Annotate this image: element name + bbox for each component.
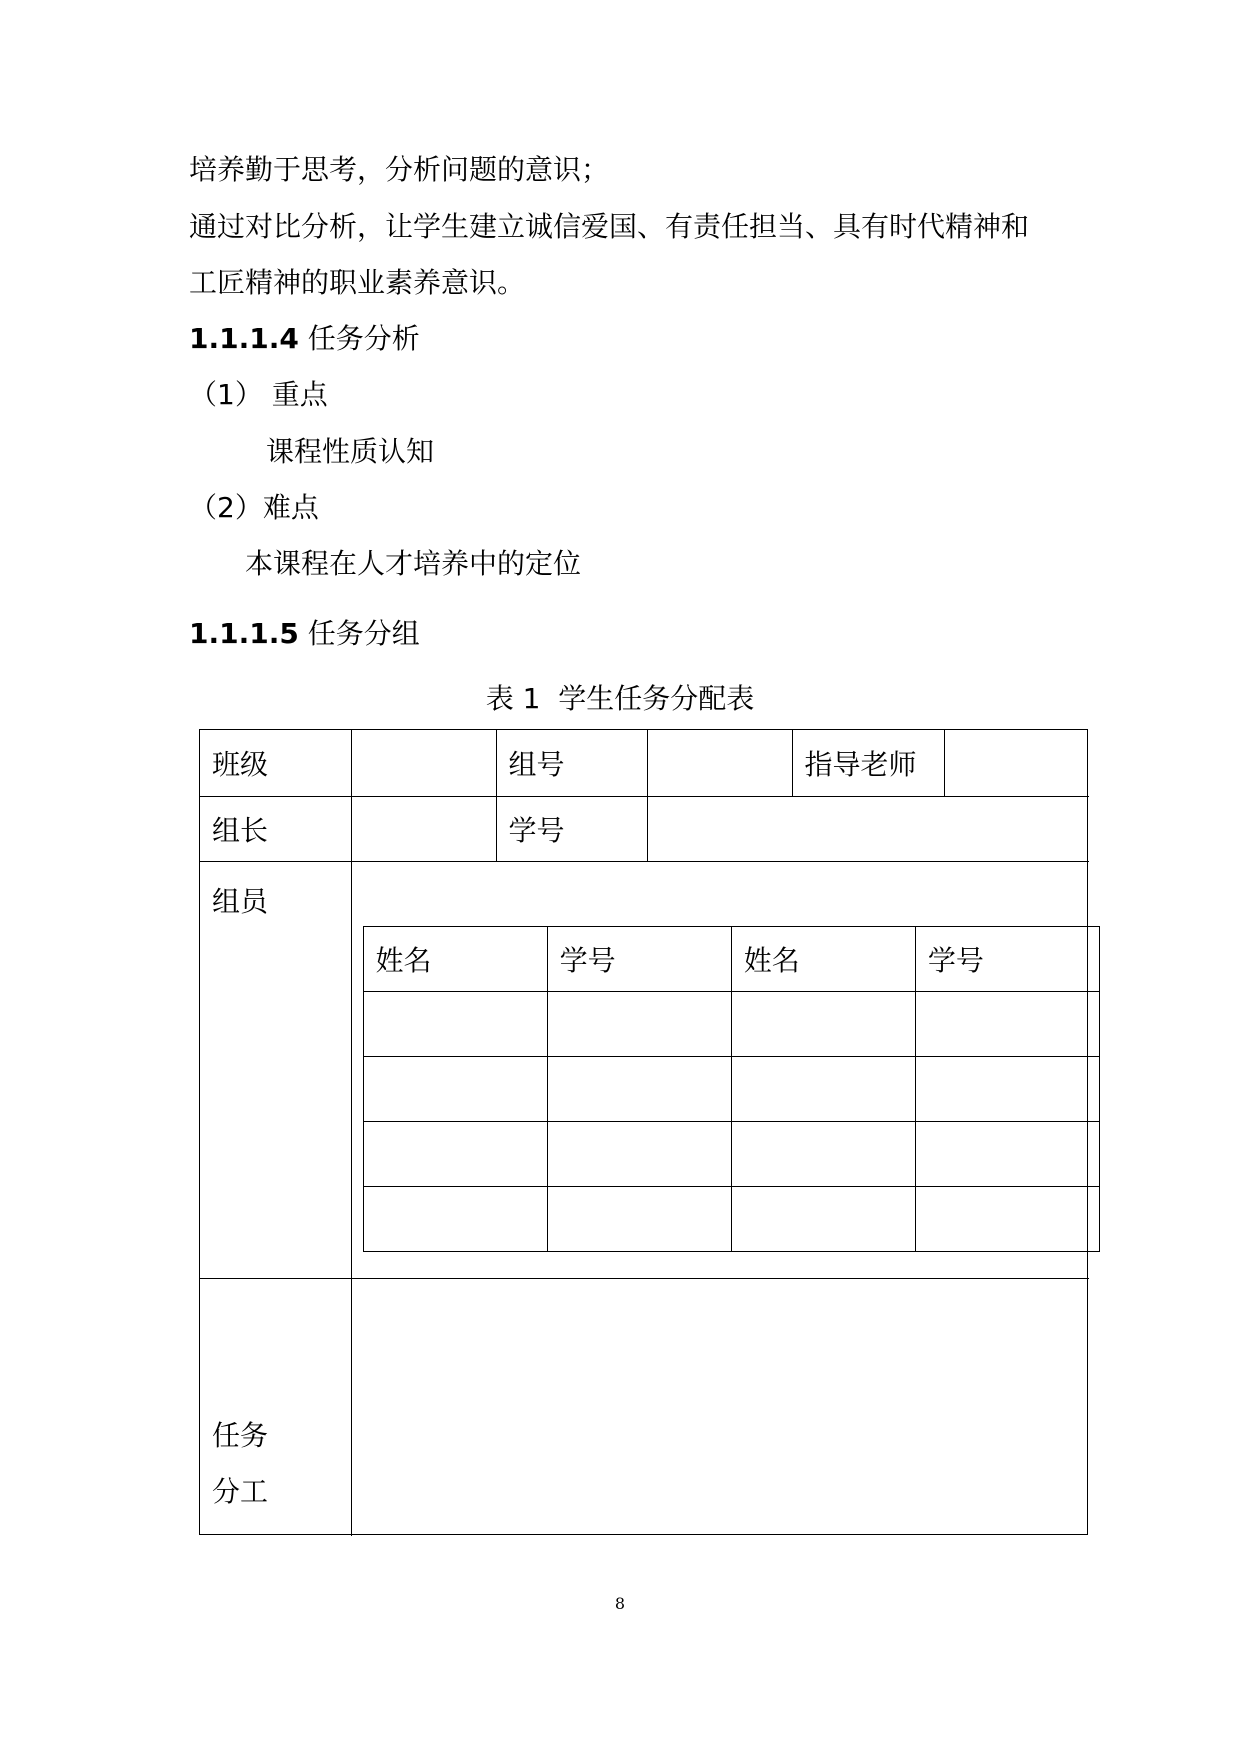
paragraph-1: 培养勤于思考，分析问题的意识； xyxy=(189,153,610,186)
member-cell[interactable] xyxy=(363,1186,547,1251)
member-name-header: 姓名 xyxy=(731,926,915,991)
member-cell[interactable] xyxy=(731,1056,915,1121)
paragraph-2: 通过对比分析，让学生建立诚信爱国、有责任担当、具有时代精神和 xyxy=(189,210,1030,243)
difficult-point-content: 本课程在人才培养中的定位 xyxy=(245,547,582,580)
section-title: 任务分析 xyxy=(307,322,420,355)
member-id-header: 学号 xyxy=(915,926,1099,991)
task-division-label xyxy=(200,1278,351,1536)
group-no-value-cell[interactable] xyxy=(647,730,792,796)
member-cell[interactable] xyxy=(731,1186,915,1251)
key-point-content: 课程性质认知 xyxy=(266,435,435,468)
section-number: 1.1.1.4 xyxy=(189,322,299,355)
table-row xyxy=(363,1056,1100,1121)
leader-label: 组长 xyxy=(200,796,351,861)
class-value-cell[interactable] xyxy=(351,730,496,796)
leader-id-label: 学号 xyxy=(496,796,647,861)
table-row xyxy=(363,1186,1100,1251)
members-cell xyxy=(351,861,1089,1278)
member-cell[interactable] xyxy=(915,991,1099,1056)
table-row xyxy=(363,991,1100,1056)
section-heading-1115 xyxy=(189,616,420,652)
section-number: 1.1.1.5 xyxy=(189,617,299,650)
section-heading-1114 xyxy=(189,321,420,357)
group-no-label: 组号 xyxy=(496,730,647,796)
key-point-label: （1） 重点 xyxy=(189,378,328,411)
member-cell[interactable] xyxy=(547,1186,731,1251)
member-cell[interactable] xyxy=(915,1186,1099,1251)
task-label-line1: 任务 xyxy=(212,1419,269,1452)
table-caption-prefix: 表 1 xyxy=(485,682,541,715)
task-division-cell[interactable] xyxy=(351,1278,1089,1536)
class-label: 班级 xyxy=(200,730,351,796)
leader-value-cell[interactable] xyxy=(351,796,496,861)
members-label: 组员 xyxy=(200,861,351,1278)
members-table xyxy=(363,926,1101,1252)
page-number: 8 xyxy=(614,1594,626,1613)
advisor-value-cell[interactable] xyxy=(944,730,1089,796)
difficult-point-label: （2）难点 xyxy=(189,491,319,524)
section-title: 任务分组 xyxy=(307,617,420,650)
task-label-line2: 分工 xyxy=(212,1475,269,1508)
advisor-label: 指导老师 xyxy=(792,730,944,796)
member-cell[interactable] xyxy=(547,1056,731,1121)
member-cell[interactable] xyxy=(915,1056,1099,1121)
member-id-header: 学号 xyxy=(547,926,731,991)
table-row xyxy=(363,1121,1100,1186)
member-cell[interactable] xyxy=(731,1121,915,1186)
leader-id-value-cell[interactable] xyxy=(647,796,1089,861)
table-caption xyxy=(0,681,1240,717)
member-name-header: 姓名 xyxy=(363,926,547,991)
task-assignment-form xyxy=(199,729,1088,1535)
member-cell[interactable] xyxy=(547,991,731,1056)
member-cell[interactable] xyxy=(731,991,915,1056)
member-cell[interactable] xyxy=(363,991,547,1056)
member-cell[interactable] xyxy=(547,1121,731,1186)
member-cell[interactable] xyxy=(915,1121,1099,1186)
paragraph-3: 工匠精神的职业素养意识。 xyxy=(189,266,526,299)
table-caption-title: 学生任务分配表 xyxy=(558,682,755,715)
member-cell[interactable] xyxy=(363,1121,547,1186)
member-cell[interactable] xyxy=(363,1056,547,1121)
